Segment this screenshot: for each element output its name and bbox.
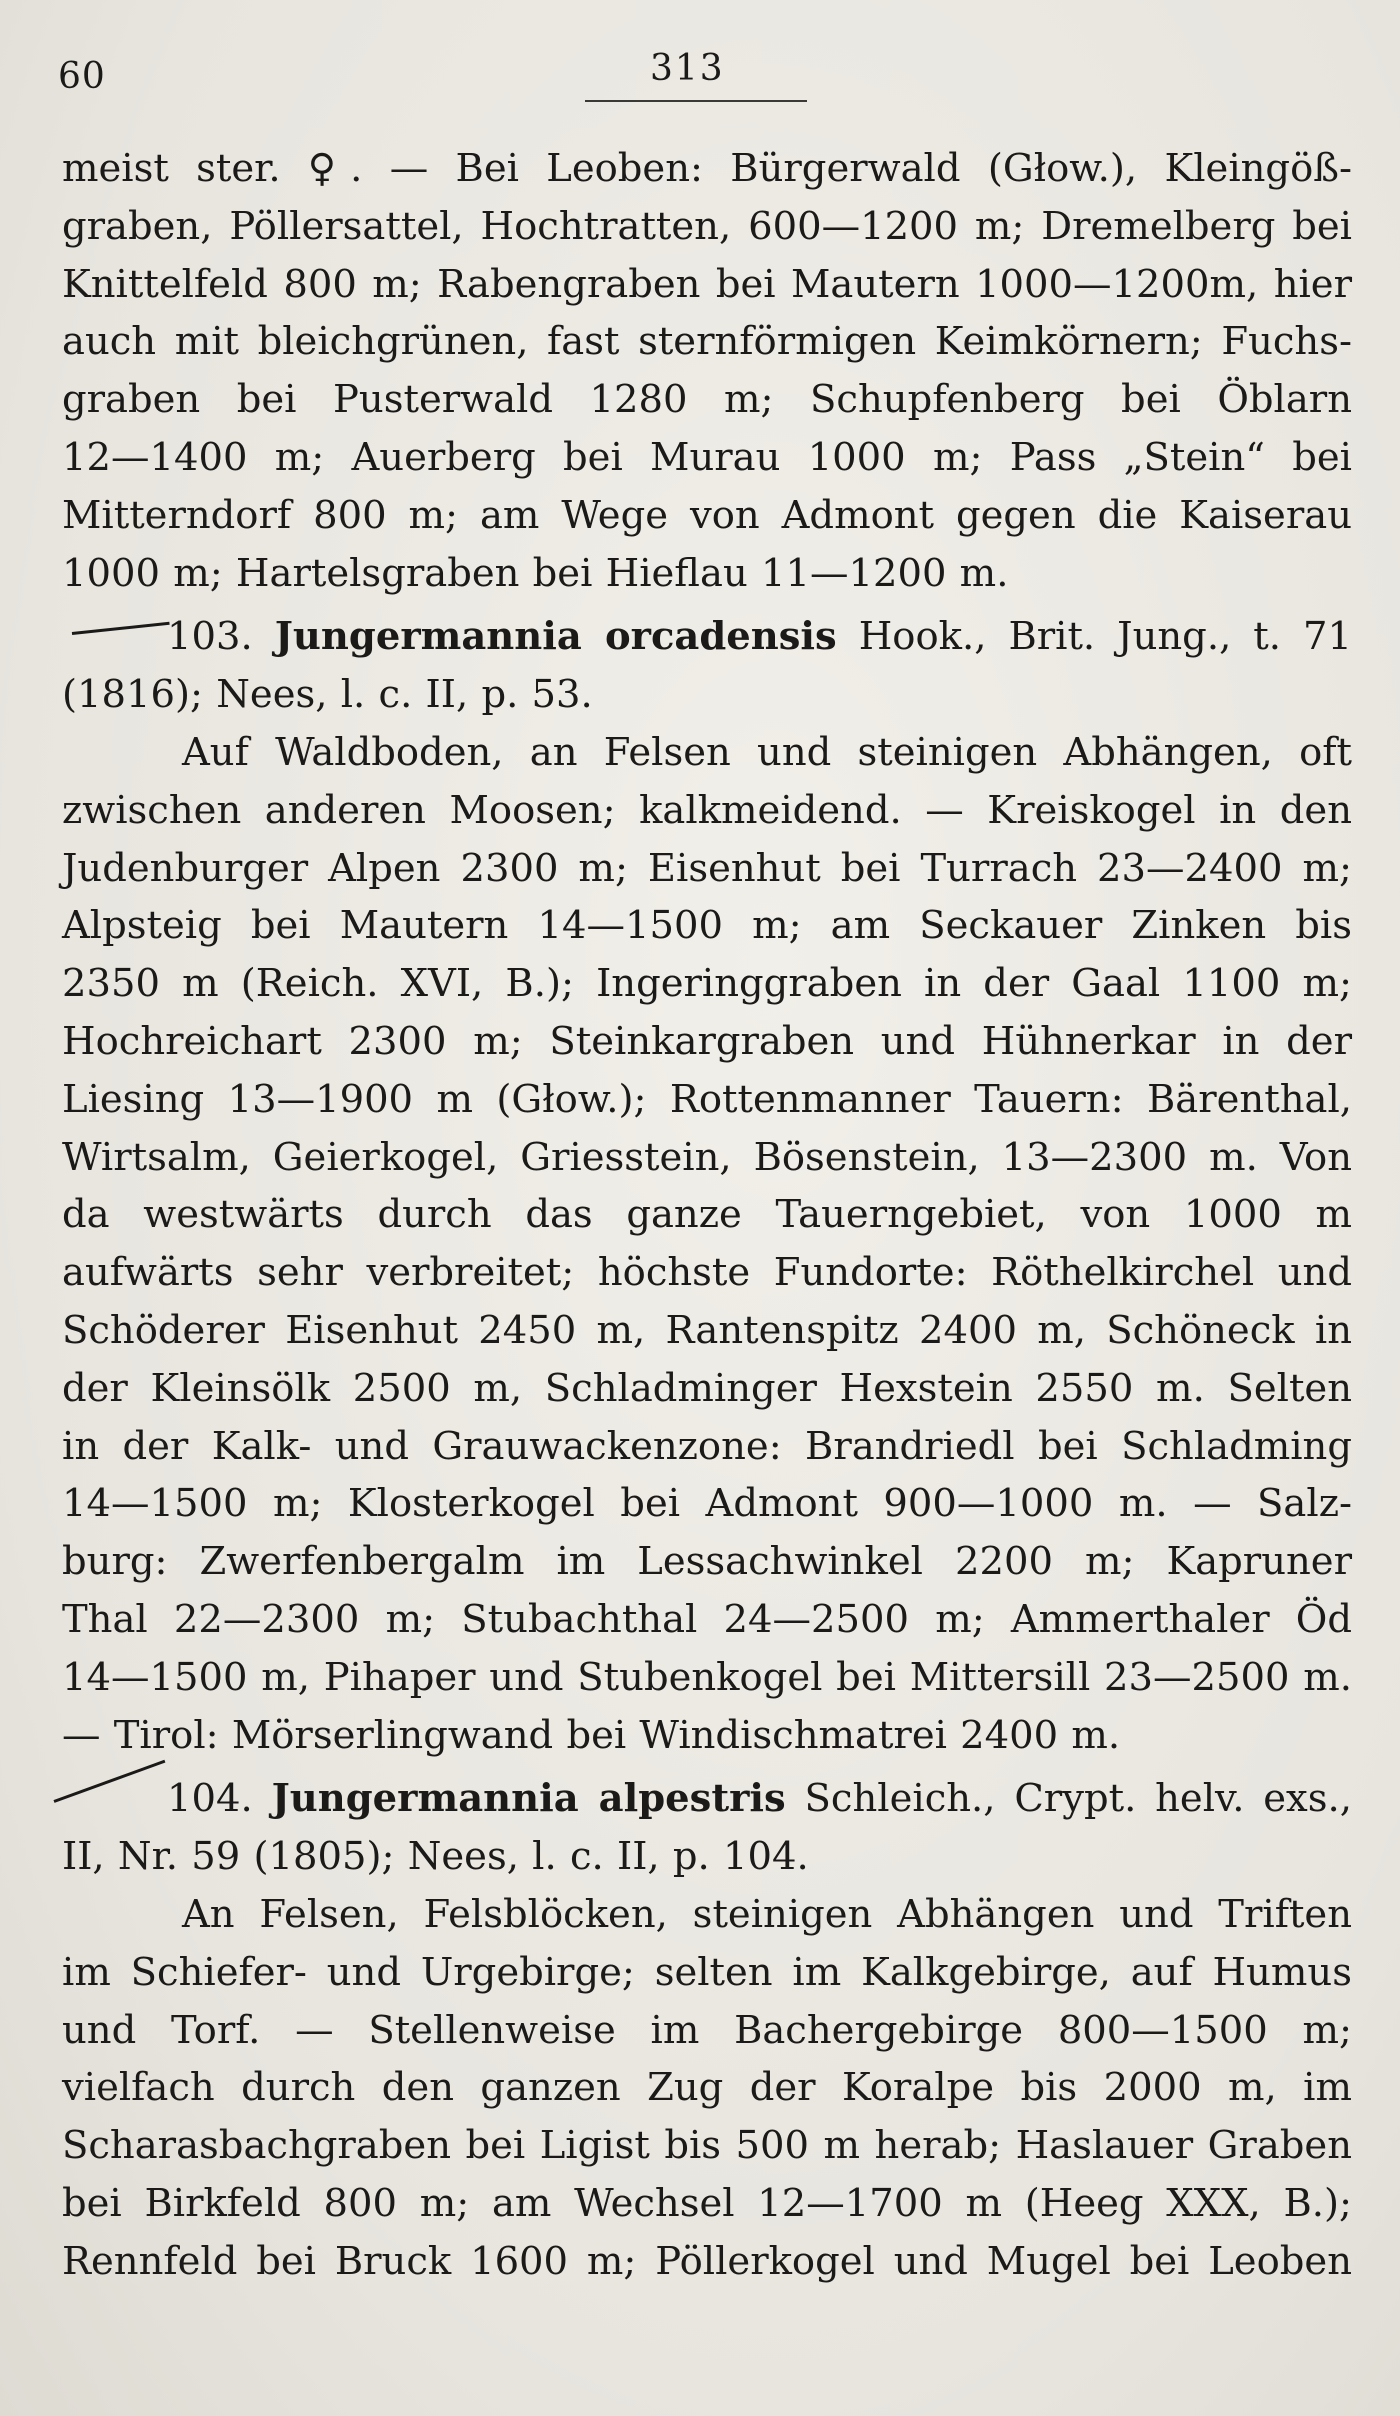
page-body xyxy=(62,140,1352,2290)
text-line: Alpsteig bei Mautern 14—1500 m; am Seckauer Zinken bis xyxy=(62,903,1352,949)
text-line: Judenburger Alpen 2300 m; Eisenhut bei Turrach 23—2400 m; xyxy=(62,845,1352,891)
text-line: Liesing 13—1900 m (Głow.); Rottenmanner Tauern: Bärenthal, xyxy=(62,1076,1352,1122)
text-line: — Tirol: Mörserlingwand bei Windischmatrei 2400 m. xyxy=(62,1712,1121,1758)
text-line: und Torf. — Stellenweise im Bachergebirge 800—1500 m; xyxy=(62,2007,1352,2053)
text-line: Mitterndorf 800 m; am Wege von Admont gegen die Kaiserau xyxy=(62,492,1352,538)
center-page-number: 313 xyxy=(650,48,725,89)
species-entry-heading xyxy=(62,608,1352,666)
text-line: 2350 m (Reich. XVI, B.); Ingeringgraben in der Gaal 1100 m; xyxy=(62,961,1352,1007)
text-line: auch mit bleichgrünen, fast sternförmigen Keimkörnern; Fuchs- xyxy=(62,319,1352,365)
text-line: bei Birkfeld 800 m; am Wechsel 12—1700 m (Heeg XXX, B.); xyxy=(62,2180,1352,2226)
text-line: zwischen anderen Moosen; kalkmeidend. — Kreiskogel in den xyxy=(62,787,1352,833)
entry-number: 104. xyxy=(167,1776,253,1822)
text-line: der Kleinsölk 2500 m, Schladminger Hexstein 2550 m. Selten xyxy=(62,1365,1352,1411)
pen-strike-mark xyxy=(72,622,170,635)
pen-strike-mark xyxy=(53,1760,165,1803)
text-line: II, Nr. 59 (1805); Nees, l. c. II, p. 104. xyxy=(62,1834,809,1880)
species-entry-heading xyxy=(62,1770,1352,1828)
text-line: burg: Zwerfenbergalm im Lessachwinkel 2200 m; Kapruner xyxy=(62,1539,1352,1585)
text-line: Hochreichart 2300 m; Steinkargraben und Hühnerkar in der xyxy=(62,1018,1352,1064)
text-line: 1000 m; Hartelsgraben bei Hieflau 11—1200 m. xyxy=(62,550,1009,596)
left-page-number: 60 xyxy=(58,56,106,97)
text-line: An Felsen, Felsblöcken, steinigen Abhängen und Triften xyxy=(182,1891,1352,1937)
text-line: 12—1400 m; Auerberg bei Murau 1000 m; Pass „Stein“ bei xyxy=(62,434,1352,480)
entry-number: 103. xyxy=(167,614,253,660)
header-rule xyxy=(585,100,807,102)
text-line: in der Kalk- und Grauwackenzone: Brandriedl bei Schladming xyxy=(62,1423,1352,1469)
text-line: im Schiefer- und Urgebirge; selten im Kalkgebirge, auf Humus xyxy=(62,1949,1352,1995)
species-citation: Hook., Brit. Jung., t. 71 xyxy=(858,614,1352,660)
text-line: Scharasbachgraben bei Ligist bis 500 m herab; Haslauer Graben xyxy=(62,2123,1352,2169)
text-line: aufwärts sehr verbreitet; höchste Fundorte: Röthelkirchel und xyxy=(62,1250,1352,1296)
text-line: 14—1500 m, Pihaper und Stubenkogel bei Mittersill 23—2500 m. xyxy=(62,1654,1352,1700)
text-line: Wirtsalm, Geierkogel, Griesstein, Bösenstein, 13—2300 m. Von xyxy=(62,1134,1352,1180)
text-line: vielfach durch den ganzen Zug der Koralpe bis 2000 m, im xyxy=(62,2065,1352,2111)
text-line: graben bei Pusterwald 1280 m; Schupfenberg bei Öblarn xyxy=(62,377,1352,423)
text-line: Schöderer Eisenhut 2450 m, Rantenspitz 2400 m, Schöneck in xyxy=(62,1307,1352,1353)
text-line: meist ster. ♀. — Bei Leoben: Bürgerwald (Głow.), Kleingöß- xyxy=(62,146,1352,191)
page-header xyxy=(0,48,1400,108)
text-line: graben, Pöllersattel, Hochtratten, 600—1200 m; Dremelberg bei xyxy=(62,203,1352,249)
text-line: Auf Waldboden, an Felsen und steinigen Abhängen, oft xyxy=(182,729,1352,775)
species-name: Jungermannia orcadensis xyxy=(274,614,837,660)
text-line: da westwärts durch das ganze Tauerngebiet, von 1000 m xyxy=(62,1192,1352,1238)
species-citation: Schleich., Crypt. helv. exs., xyxy=(804,1776,1352,1822)
text-line: Thal 22—2300 m; Stubachthal 24—2500 m; Ammerthaler Öd xyxy=(62,1596,1352,1642)
text-line: Rennfeld bei Bruck 1600 m; Pöllerkogel und Mugel bei Leoben xyxy=(62,2238,1352,2284)
text-line: Knittelfeld 800 m; Rabengraben bei Mautern 1000—1200m, hier xyxy=(62,261,1352,307)
text-line: (1816); Nees, l. c. II, p. 53. xyxy=(62,672,593,718)
species-name: Jungermannia alpestris xyxy=(271,1776,786,1822)
text-line: 14—1500 m; Klosterkogel bei Admont 900—1000 m. — Salz- xyxy=(62,1481,1352,1527)
